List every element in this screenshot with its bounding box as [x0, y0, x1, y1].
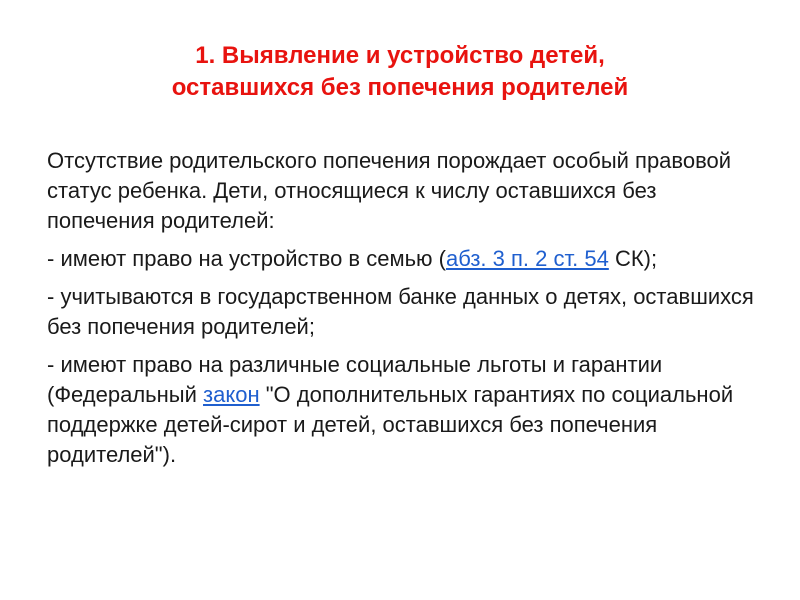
item-family-placement-text-after: СК);	[608, 246, 658, 271]
slide-title-line-2: оставшихся без попечения родителей	[171, 74, 629, 101]
slide-body	[47, 146, 757, 478]
slide-title	[60, 40, 740, 104]
item-data-bank: - учитываются в государственном банке данных о детях, оставшихся без попечения родителей;	[47, 284, 754, 339]
item-social-benefits-text-before: - имеют право на различные социальные льготы и гарантии (Федеральный	[47, 352, 663, 407]
article-54-link[interactable]: абз. 3 п. 2 ст. 54	[445, 246, 609, 271]
intro-paragraph: Отсутствие родительского попечения порождает особый правовой статус ребенка. Дети, относящиеся к числу оставшихся без попечения родителей:	[47, 148, 732, 233]
slide-title-line-1: 1. Выявление и устройство детей,	[195, 42, 605, 69]
item-social-benefits	[47, 350, 757, 470]
federal-law-link[interactable]: закон	[203, 382, 260, 407]
item-social-benefits-text-after: "О дополнительных гарантиях по социальной поддержке детей-сирот и детей, оставшихся без попечения родителей").	[47, 382, 734, 467]
item-family-placement	[47, 244, 757, 274]
item-family-placement-text-before: - имеют право на устройство в семью (	[47, 246, 446, 271]
